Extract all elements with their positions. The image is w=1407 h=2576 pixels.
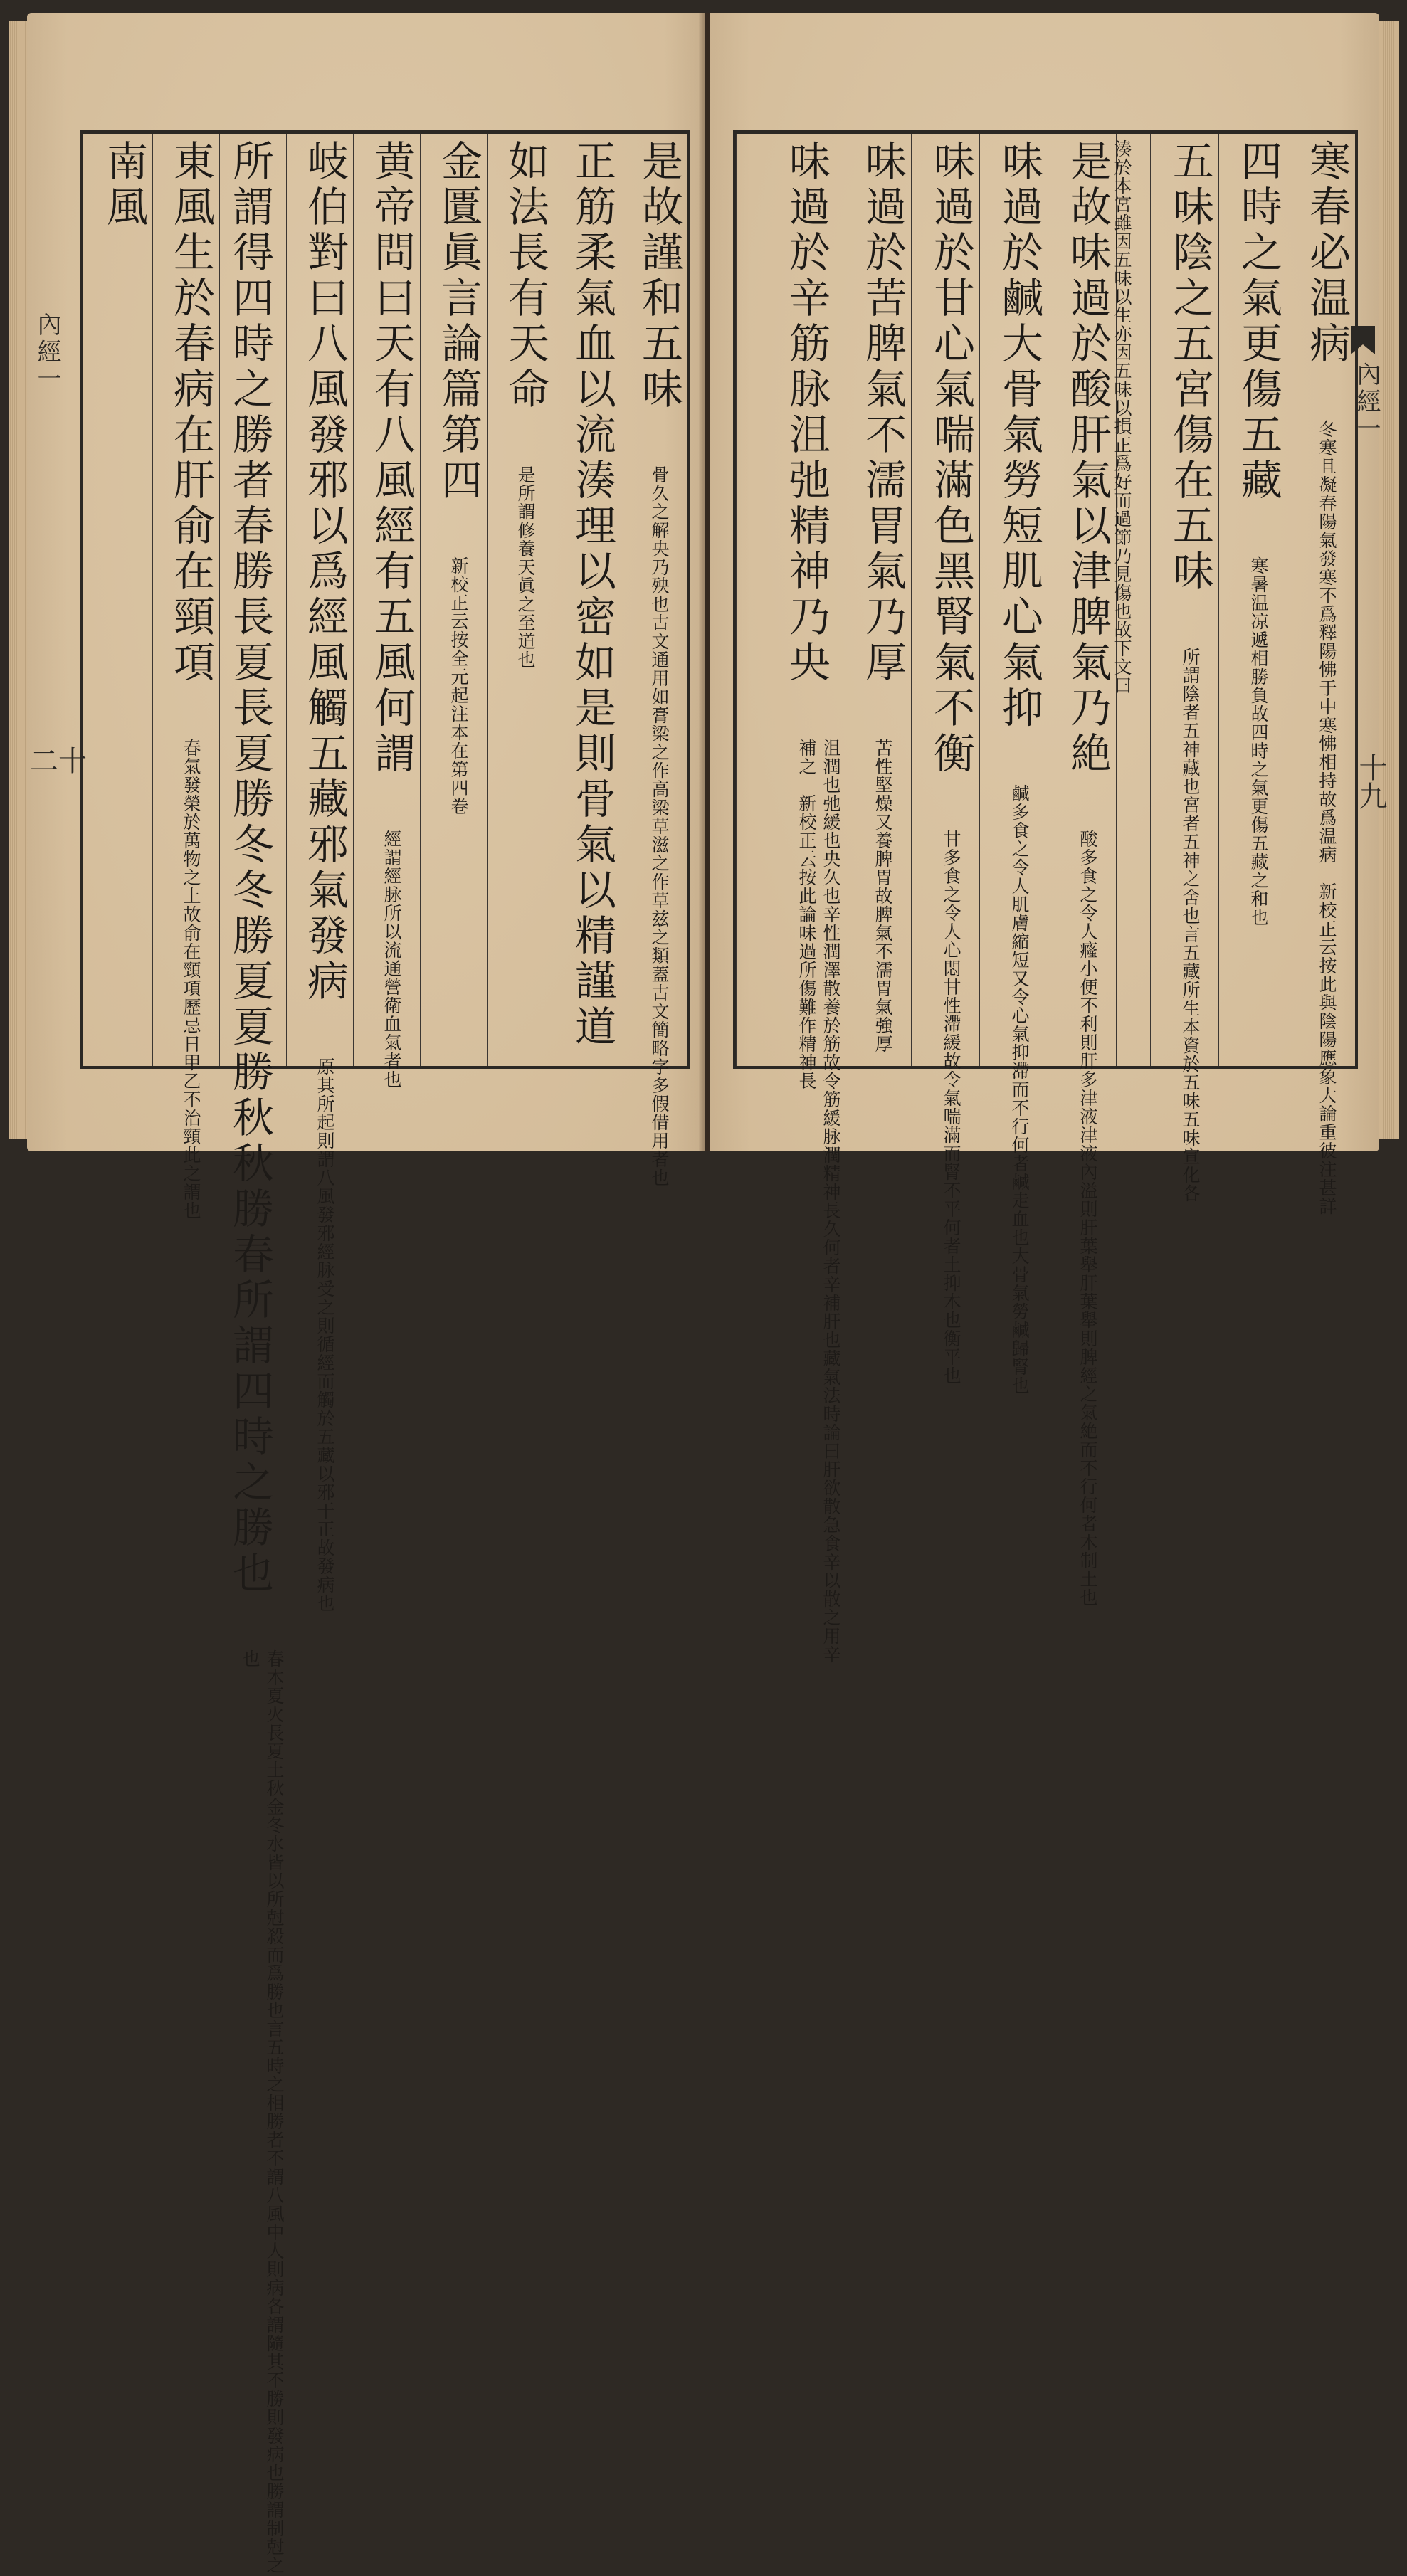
commentary-column: [1112, 134, 1150, 1066]
commentary-text: 春木夏火長夏土秋金冬水皆以所尅殺而爲勝也言五時之相勝者不謂八風中人則病各謂隨其不勝則發病也勝謂制尅之也: [240, 1649, 285, 2575]
text-column: [554, 134, 621, 1066]
main-text: 岐伯對曰八風發邪以爲經風觸五藏邪氣發病: [300, 139, 349, 1005]
text-column: [911, 134, 979, 1385]
text-column: [621, 134, 687, 1187]
main-text: 是故味過於酸肝氣以津脾氣乃絶: [1063, 139, 1112, 777]
text-column: [152, 134, 219, 1220]
main-text: 所謂得四時之勝者春勝長夏長夏勝冬冬勝夏夏勝秋秋勝春所謂四時之勝也: [226, 139, 274, 1597]
left-margin-title: 內經一: [33, 312, 61, 393]
text-column: [286, 134, 353, 1612]
commentary-text: 苦性堅燥又養脾胃故脾氣不濡胃氣強厚: [873, 739, 893, 1053]
chapter-heading-column: [420, 134, 487, 1066]
commentary-text: 湊於本宮雖因五味以生亦因五味以損正爲好而過節乃見傷也故下文曰: [1112, 139, 1132, 695]
main-text: 四時之氣更傷五藏: [1234, 139, 1282, 504]
commentary-text: 骨久之解央乃殃也古文通用如膏梁之作高梁草滋之作草兹之類蓋古文簡略字多假借用者也: [649, 465, 670, 1187]
main-text: 寒春必温病: [1302, 139, 1351, 367]
main-text: 正筋柔氣血以流湊理以密如是則骨氣以精謹道: [568, 139, 616, 1050]
main-text: 味過於鹹大骨氣勞短肌心氣抑: [995, 139, 1043, 732]
main-text: 是故謹和五味: [635, 139, 683, 413]
main-text: 如法長有天命: [501, 139, 549, 413]
main-text: 味過於辛筋脉沮弛精神乃央: [782, 139, 831, 686]
commentary-text: 甘多食之令人心悶甘性滯緩故令氣喘滿而腎不平何者土抑木也衡平也: [941, 830, 961, 1385]
right-margin-title: 內經一: [1352, 361, 1381, 443]
main-text: 味過於甘心氣喘滿色黑腎氣不衡: [927, 139, 975, 777]
main-text: 五味陰之五宮傷在五味: [1166, 139, 1214, 595]
text-column: [83, 134, 152, 1066]
left-page-edges: [9, 21, 27, 1139]
text-column: [1287, 134, 1355, 1215]
right-page-edges: [1379, 21, 1399, 1139]
right-text-block: [733, 130, 1358, 1664]
commentary-text: 冬寒且凝春陽氣發寒不爲釋陽怫于中寒怫相持故爲温病 新校正云按此與陰陽應象大論重彼注甚詳: [1317, 420, 1337, 1215]
left-folio: 二十: [30, 745, 87, 778]
main-text: 東風生於春病在肝俞在頸項: [167, 139, 215, 686]
commentary-text: 沮潤也弛緩也央久也辛性潤澤散養於筋故令筋緩脉潤精神長久何者辛補肝也藏氣法時論曰肝欲散急食辛以散之用辛補之 新校正云按此論味過所傷難作精神長: [796, 739, 841, 1664]
commentary-text: 所謂陰者五神藏也宮者五神之舍也言五藏所生本資於五味五味宣化各: [1180, 648, 1201, 1203]
main-text: 南風: [100, 139, 148, 231]
commentary-text: 寒暑温凉遞相勝負故四時之氣更傷五藏之和也: [1248, 556, 1269, 927]
text-column: [353, 134, 420, 1089]
chapter-heading: 金匱眞言論篇第四: [434, 139, 483, 504]
commentary-text: 經謂經脉所以流通營衛血氣者也: [381, 830, 402, 1089]
right-folio: 十九: [1354, 753, 1387, 810]
text-column: [1150, 134, 1218, 1203]
text-column: [1218, 134, 1287, 1066]
commentary-text: 鹹多食之令人肌膚縮短又令心氣抑滯而不行何者鹹走血也大骨氣勞鹹歸腎也: [1009, 784, 1030, 1395]
commentary-text: 新校正云按全元起注本在第四卷: [448, 556, 469, 815]
main-text: 黄帝問曰天有八風經有五風何謂: [367, 139, 416, 777]
text-column: [487, 134, 554, 1066]
main-text: 味過於苦脾氣不濡胃氣乃厚: [858, 139, 907, 686]
commentary-text: 原其所起則謂八風發邪經脉受之則循經而觸於五藏以邪干正故發病也: [315, 1057, 335, 1612]
left-text-block: [80, 130, 690, 2575]
text-column: [1048, 134, 1116, 1607]
text-column: [843, 134, 911, 1066]
commentary-text: 春氣發榮於萬物之上故俞在頸項歷忌日甲乙不治頸此之謂也: [181, 739, 201, 1220]
text-column: [736, 134, 843, 1664]
text-column: [979, 134, 1048, 1395]
commentary-text: 酸多食之令人癃小便不利則肝多津液津液內溢則肝葉舉肝葉舉則脾經之氣絶而不行何者木制土也: [1077, 830, 1098, 1607]
commentary-text: 是所謂修養天眞之至道也: [515, 465, 536, 669]
text-column: [219, 134, 286, 2575]
